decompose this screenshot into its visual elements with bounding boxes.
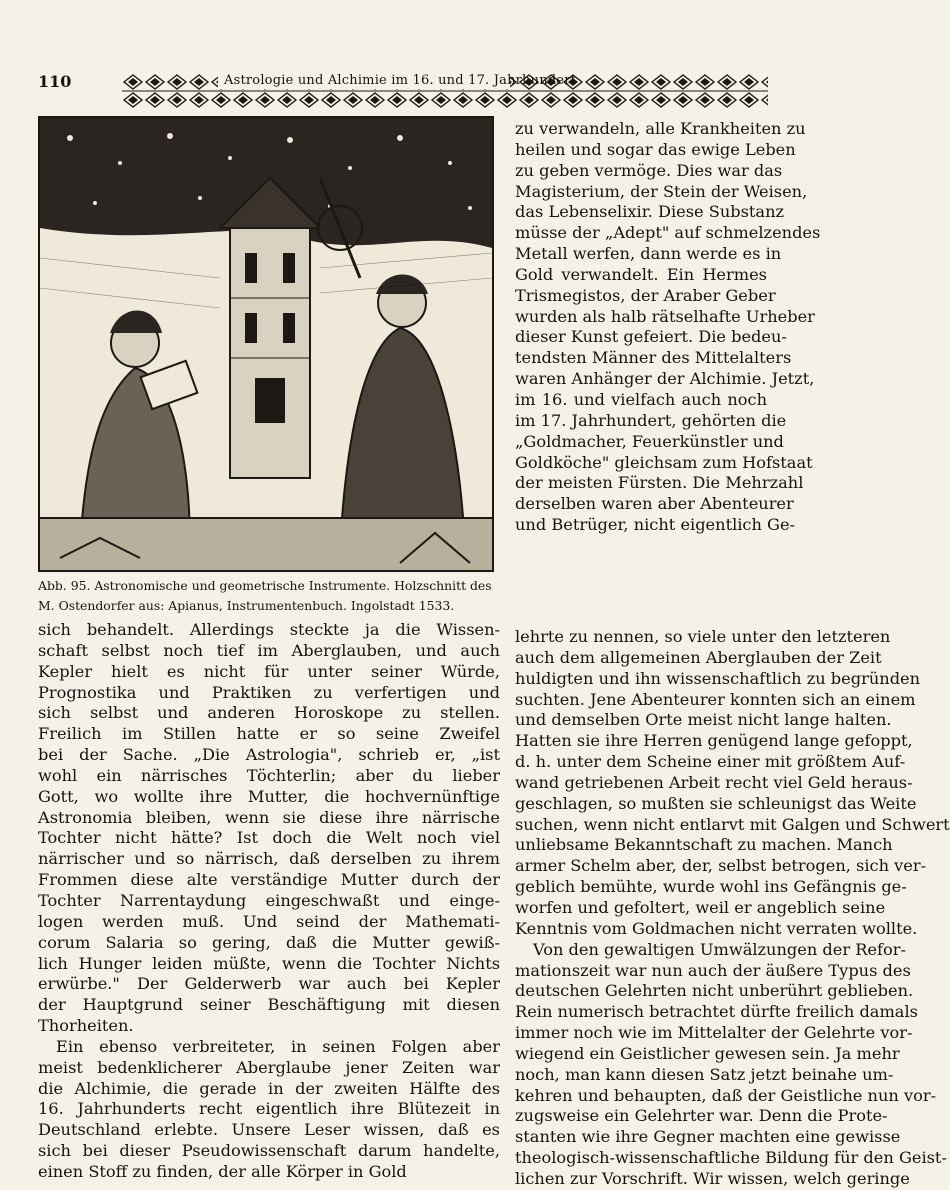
text-line: deutschen Gelehrten nicht unberührt geblieben. <box>515 981 914 1001</box>
text-line: auch dem allgemeinen Aberglauben der Zeit <box>515 647 882 667</box>
text-line: immer noch wie im Mittelalter der Gelehrte vor- <box>515 1023 913 1043</box>
text-line: wand getriebenen Arbeit recht viel Geld heraus- <box>515 772 913 792</box>
text-line: Von den gewaltigen Umwälzungen der Refor- <box>533 939 906 959</box>
text-line: waren Anhänger der Alchimie. Jetzt, <box>515 369 815 389</box>
text-line: Gott, wo wollte ihre Mutter, die hochvernünftige <box>38 786 500 806</box>
text-line: Goldköche" gleichsam zum Hofstaat <box>515 452 813 472</box>
text-line: einen Stoff zu finden, der alle Körper in Gold <box>38 1161 407 1181</box>
text-line: geblich bemühte, wurde wohl ins Gefängnis ge- <box>515 877 907 897</box>
text-line: d. h. unter dem Scheine einer mit größtem Auf- <box>515 752 906 772</box>
text-line: wiegend ein Geistlicher gewesen sein. Ja mehr <box>515 1043 900 1063</box>
caption-line: M. Ostendorfer aus: Apianus, Instrumentenbuch. Ingolstadt 1533. <box>38 598 455 613</box>
text-line: zu verwandeln, alle Krankheiten zu <box>515 119 806 138</box>
text-line: der meisten Fürsten. Die Mehrzahl <box>515 473 804 493</box>
page-header <box>38 72 768 112</box>
text-line: die Alchimie, die gerade in der zweiten Hälfte des <box>38 1078 500 1098</box>
text-line: unliebsame Bekanntschaft zu machen. Manch <box>515 835 893 855</box>
text-line: lehrte zu nennen, so viele unter den letzteren <box>515 627 891 646</box>
text-line: lichen zur Vorschrift. Wir wissen, welch geringe <box>515 1168 910 1188</box>
text-line: bei der Sache. „Die Astrologia", schrieb er, „ist <box>38 745 500 765</box>
text-line: heilen und sogar das ewige Leben <box>515 139 796 159</box>
right-column-lower <box>515 627 950 1190</box>
text-line: Deutschland erlebte. Unsere Leser wissen, daß es <box>38 1120 500 1140</box>
text-line: Kenntnis vom Goldmachen nicht verraten wollte. <box>515 918 918 938</box>
text-line: und demselben Orte meist nicht lange halten. <box>515 710 892 730</box>
text-line: und Betrüger, nicht eigentlich Ge- <box>515 515 796 535</box>
text-line: sich behandelt. Allerdings steckte ja die Wissen- <box>38 620 500 639</box>
text-line: Thorheiten. <box>38 1016 134 1036</box>
woodcut-illustration <box>38 116 494 572</box>
text-line: sich bei dieser Pseudowissenschaft darum handelte, <box>38 1141 500 1161</box>
text-line: worfen und gefoltert, weil er angeblich seine <box>515 897 886 917</box>
text-line: corum Salaria so gering, daß die Mutter gewiß- <box>38 932 500 952</box>
text-line: müsse der „Adept" auf schmelzendes <box>515 223 821 243</box>
text-line: stanten wie ihre Gegner machten eine gewisse <box>515 1127 901 1147</box>
text-line: kehren und behaupten, daß der Geistliche nun vor- <box>515 1085 937 1105</box>
text-line: im 17. Jahrhundert, gehörten die <box>515 410 787 430</box>
text-line: lich Hunger leiden müßte, wenn die Tochter Nichts <box>38 953 500 973</box>
right-column-upper <box>515 119 821 536</box>
figure-caption <box>38 576 498 616</box>
text-line: geschlagen, so mußten sie schleunigst das Weite <box>515 793 917 813</box>
text-line: Hatten sie ihre Herren genügend lange gefoppt, <box>515 731 913 751</box>
text-line: sich selbst und anderen Horoskope zu stellen. <box>38 703 500 723</box>
astronomers-woodcut-image <box>40 118 492 570</box>
text-line: erwürbe." Der Gelderwerb war auch bei Kepler <box>38 974 500 994</box>
caption-line: Abb. 95. Astronomische und geometrische Instrumente. Holzschnitt des <box>38 578 492 593</box>
text-line: meist bedenklicherer Aberglaube jener Zeiten war <box>38 1057 500 1077</box>
text-line: theologisch-wissenschaftliche Bildung für den Geist- <box>515 1148 947 1168</box>
text-line: zugsweise ein Gelehrter war. Denn die Prote- <box>515 1106 888 1126</box>
text-line: Trismegistos, der Araber Geber <box>515 285 776 305</box>
text-line: suchten. Jene Abenteurer konnten sich an einem <box>515 689 916 709</box>
text-line: noch, man kann diesen Satz jetzt beinahe um- <box>515 1064 894 1084</box>
text-line: zu geben vermöge. Dies war das <box>515 160 783 180</box>
text-line: wohl ein närrisches Töchterlin; aber du lieber <box>38 765 500 785</box>
text-line: derselben waren aber Abenteurer <box>515 494 794 514</box>
text-line: Frommen diese alte verständige Mutter durch der <box>38 870 500 890</box>
text-line: Gold verwandelt. Ein Hermes <box>515 264 767 284</box>
text-line: Freilich im Stillen hatte er so seine Zweifel <box>38 724 500 744</box>
page-number: 110 <box>38 72 72 91</box>
text-line: tendsten Männer des Mittelalters <box>515 348 792 368</box>
text-line: Tochter nicht hätte? Ist doch die Welt noch viel <box>38 828 500 848</box>
text-line: armer Schelm aber, der, selbst betrogen, sich ver- <box>515 856 927 876</box>
text-line: suchen, wenn nicht entlarvt mit Galgen und Schwert <box>515 814 950 834</box>
text-line: Rein numerisch betrachtet dürfte freilich damals <box>515 1002 918 1022</box>
text-line: Astronomia bleiben, wenn sie diese ihre närrische <box>38 807 500 827</box>
text-line: schaft selbst noch tief im Aberglauben, und auch <box>38 640 500 660</box>
text-line: der Hauptgrund seiner Beschäftigung mit diesen <box>38 995 500 1015</box>
text-line: Ein ebenso verbreiteter, in seinen Folgen aber <box>56 1036 500 1056</box>
text-line: Tochter Narrentaydung eingeschwaßt und einge- <box>38 890 500 910</box>
text-line: huldigten und ihn wissenschaftlich zu begründen <box>515 668 921 688</box>
text-line: im 16. und vielfach auch noch <box>515 389 767 409</box>
text-line: logen werden muß. Und seind der Mathemati- <box>38 911 500 931</box>
text-line: Kepler hielt es nicht für unter seiner Würde, <box>38 661 500 681</box>
text-line: das Lebenselixir. Diese Substanz <box>515 202 785 222</box>
text-line: Prognostika und Praktiken zu verfertigen und <box>38 682 500 702</box>
text-line: mationszeit war nun auch der äußere Typus des <box>515 960 911 980</box>
text-line: Magisterium, der Stein der Weisen, <box>515 181 808 201</box>
text-line: dieser Kunst gefeiert. Die bedeu- <box>515 327 787 347</box>
running-title: Astrologie und Alchimie im 16. und 17. Jahrhundert <box>224 73 577 88</box>
text-line: Metall werfen, dann werde es in <box>515 244 782 264</box>
text-line: närrischer und so närrisch, daß derselben zu ihrem <box>38 849 500 869</box>
text-line: 16. Jahrhunderts recht eigentlich ihre Blütezeit in <box>38 1099 500 1119</box>
text-line: wurden als halb rätselhafte Urheber <box>515 306 815 326</box>
text-line: „Goldmacher, Feuerkünstler und <box>515 431 784 451</box>
left-column <box>38 620 500 1183</box>
